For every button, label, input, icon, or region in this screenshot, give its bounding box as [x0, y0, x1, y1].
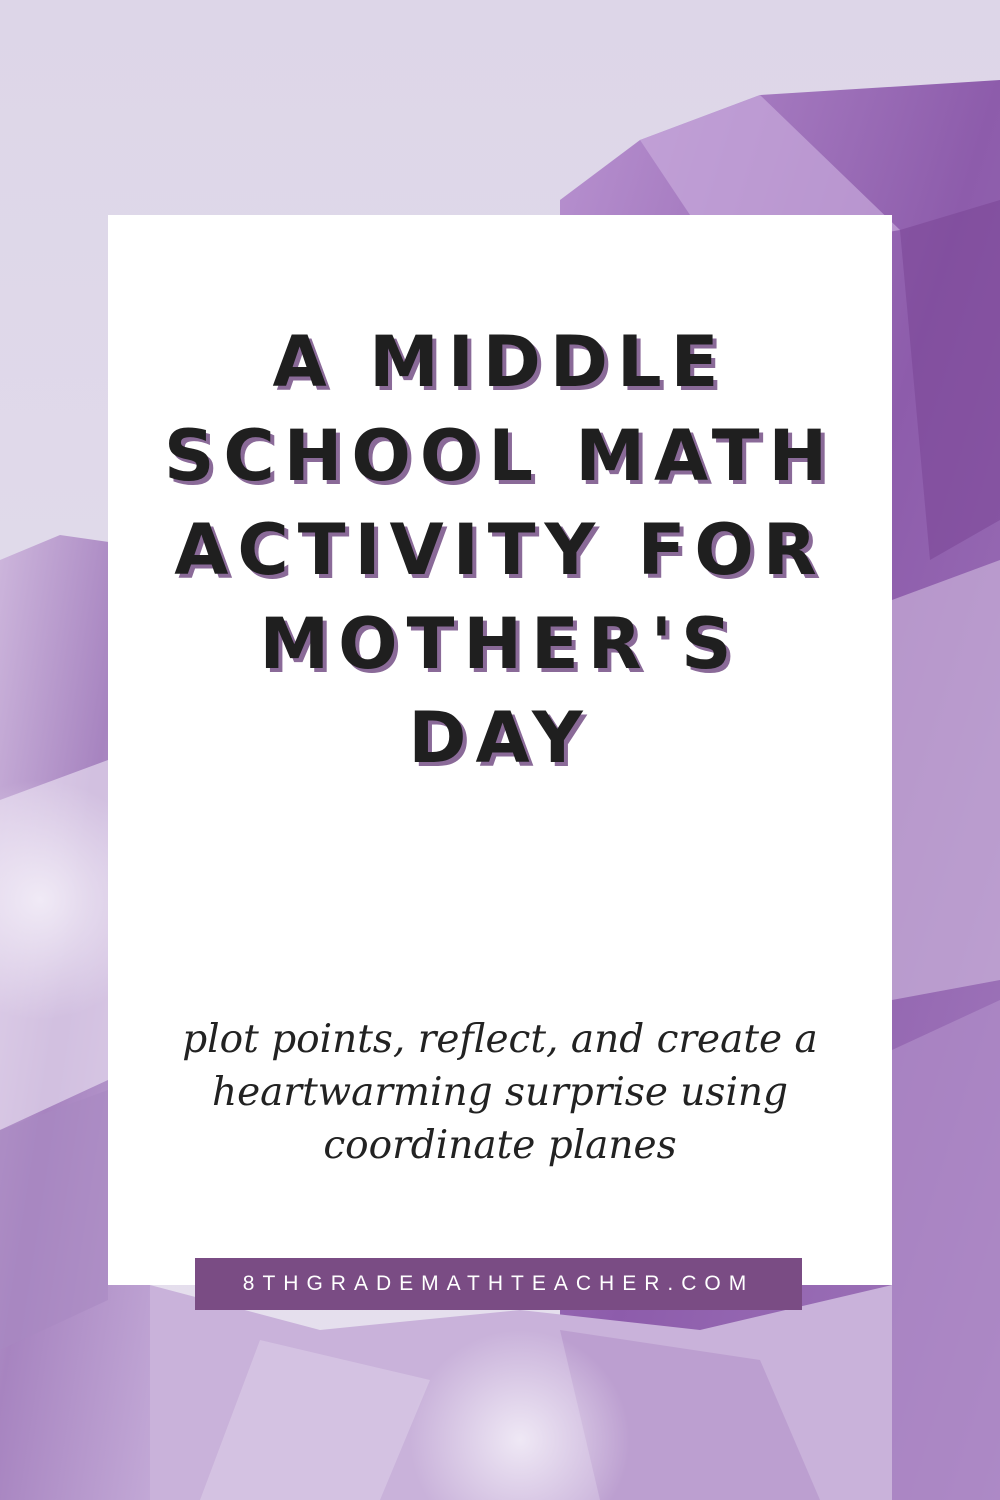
title-line: SCHOOL MATH	[163, 415, 837, 497]
title-line: A MIDDLE	[272, 321, 728, 403]
title-card	[108, 215, 892, 1285]
subtitle	[128, 1013, 872, 1172]
title-line: MOTHER'S	[259, 603, 741, 685]
page-title	[108, 315, 892, 785]
subtitle-line: plot points, reflect, and create a	[182, 1017, 818, 1062]
subtitle-line: heartwarming surprise using	[211, 1070, 788, 1115]
subtitle-line: coordinate planes	[323, 1123, 677, 1168]
title-line: ACTIVITY FOR	[174, 509, 826, 591]
title-line: DAY	[408, 697, 592, 779]
website-badge[interactable]: 8THGRADEMATHTEACHER.COM	[195, 1258, 802, 1310]
